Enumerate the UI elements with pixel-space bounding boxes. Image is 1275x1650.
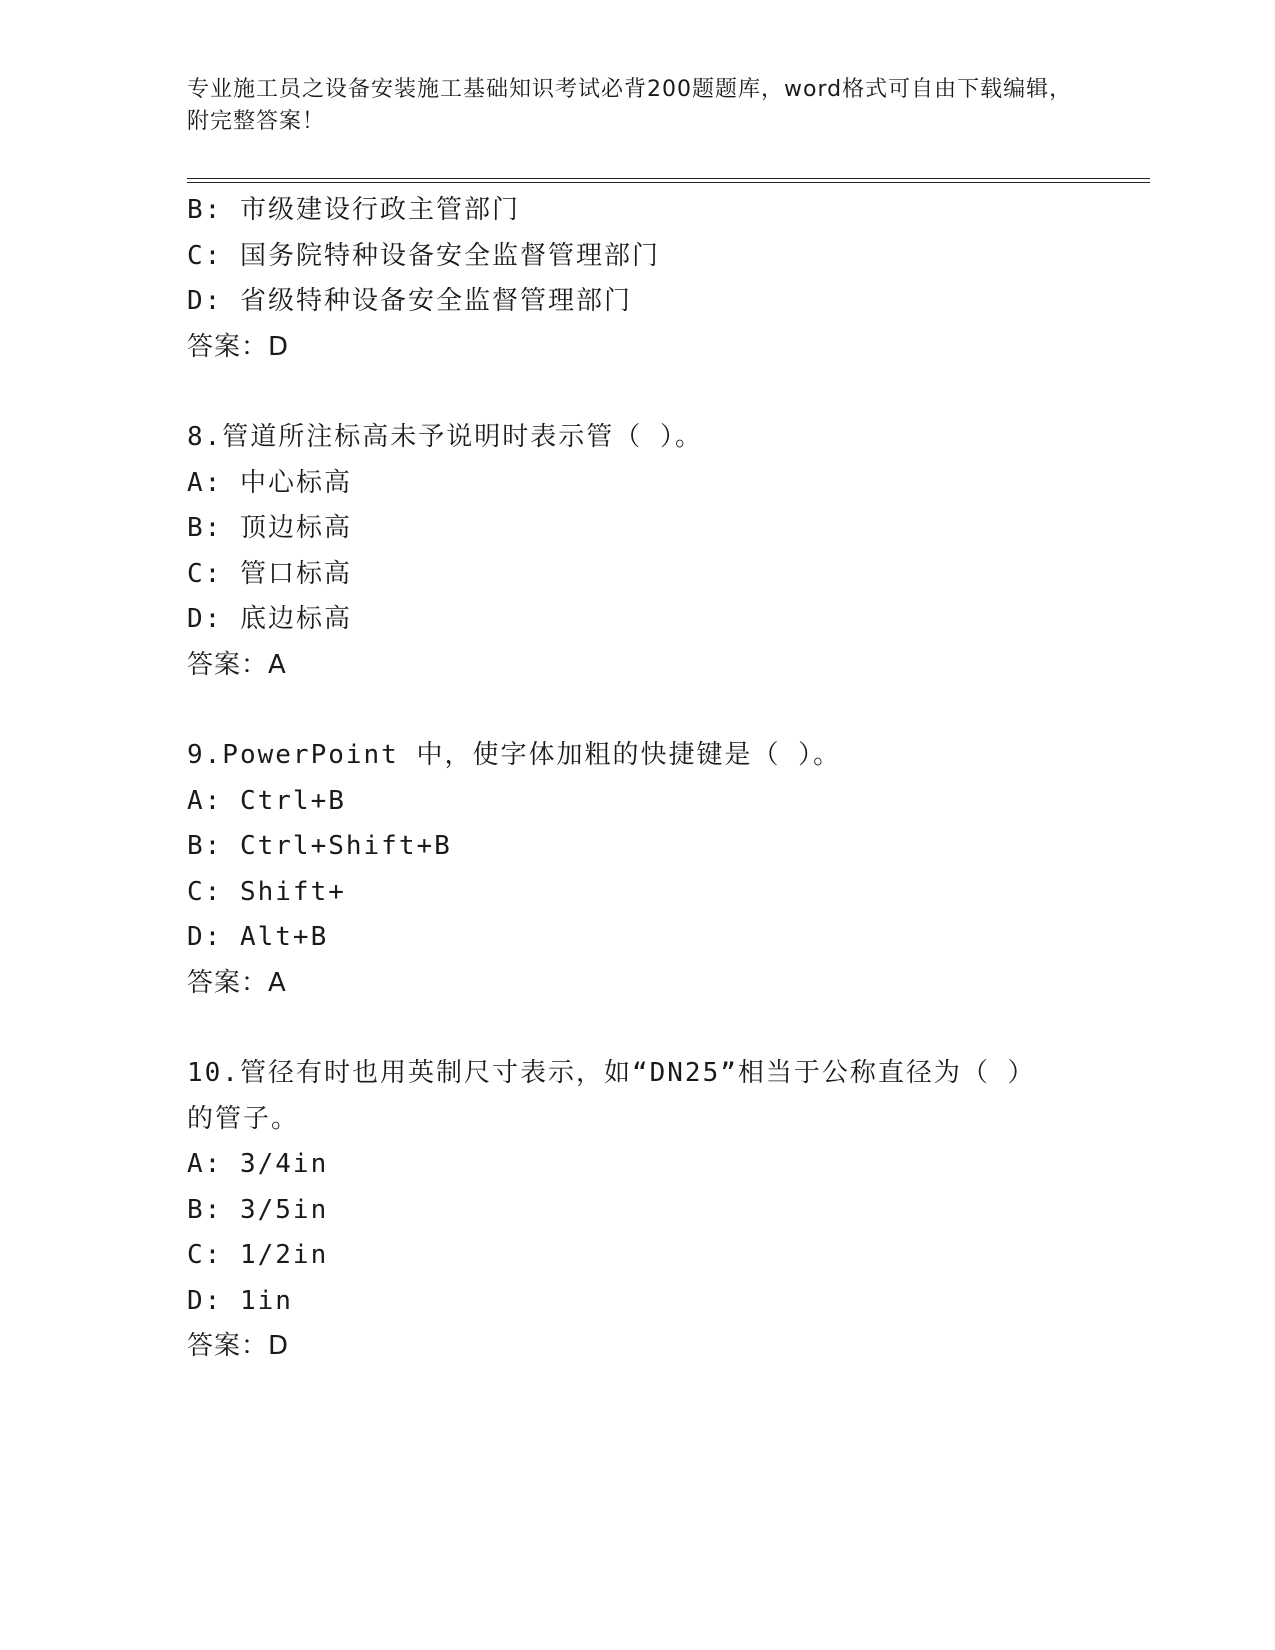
- answer-label: 答案：D: [187, 331, 290, 362]
- answer-label: 答案：D: [187, 1331, 290, 1361]
- option-c: C: 国务院特种设备安全监督管理部门: [187, 240, 660, 271]
- question-9: [187, 733, 1087, 1006]
- option-a: A: 中心标高: [187, 467, 352, 498]
- option-d: D: 省级特种设备安全监督管理部门: [187, 286, 632, 316]
- question-list: [187, 188, 1087, 1370]
- option-a: A: 3/4in: [187, 1149, 329, 1179]
- option-c: C: 管口标高: [187, 558, 352, 589]
- option-b: B: 3/5in: [187, 1194, 329, 1225]
- question-8: [187, 415, 1087, 688]
- spacer: [187, 1006, 1087, 1051]
- option-c: C: 1/2in: [187, 1240, 329, 1270]
- question-7-partial: [187, 188, 1087, 370]
- question-10: [187, 1051, 1087, 1370]
- answer-label: 答案：A: [187, 649, 287, 680]
- question-stem: 9.PowerPoint 中，使字体加粗的快捷键是（ ）。: [187, 740, 842, 770]
- question-stem: 8.管道所注标高未予说明时表示管（ ）。: [187, 422, 703, 452]
- option-b: B: 顶边标高: [187, 513, 352, 543]
- option-d: D: Alt+B: [187, 922, 329, 952]
- option-d: D: 1in: [187, 1285, 293, 1316]
- answer-label: 答案：A: [187, 967, 287, 998]
- question-stem: 10.管径有时也用英制尺寸表示，如“DN25”相当于公称直径为（ ）的管子。: [187, 1058, 1036, 1134]
- option-b: B: Ctrl+Shift+B: [187, 831, 452, 861]
- option-a: A: Ctrl+B: [187, 785, 346, 816]
- spacer: [187, 688, 1087, 733]
- page-header-title: 专业施工员之设备安装施工基础知识考试必背200题题库，word格式可自由下载编辑，附完整答案！: [187, 77, 1073, 134]
- header-divider: [187, 178, 1150, 183]
- option-c: C: Shift+: [187, 876, 346, 907]
- spacer: [187, 370, 1087, 415]
- option-d: D: 底边标高: [187, 604, 352, 634]
- option-b: B: 市级建设行政主管部门: [187, 195, 520, 225]
